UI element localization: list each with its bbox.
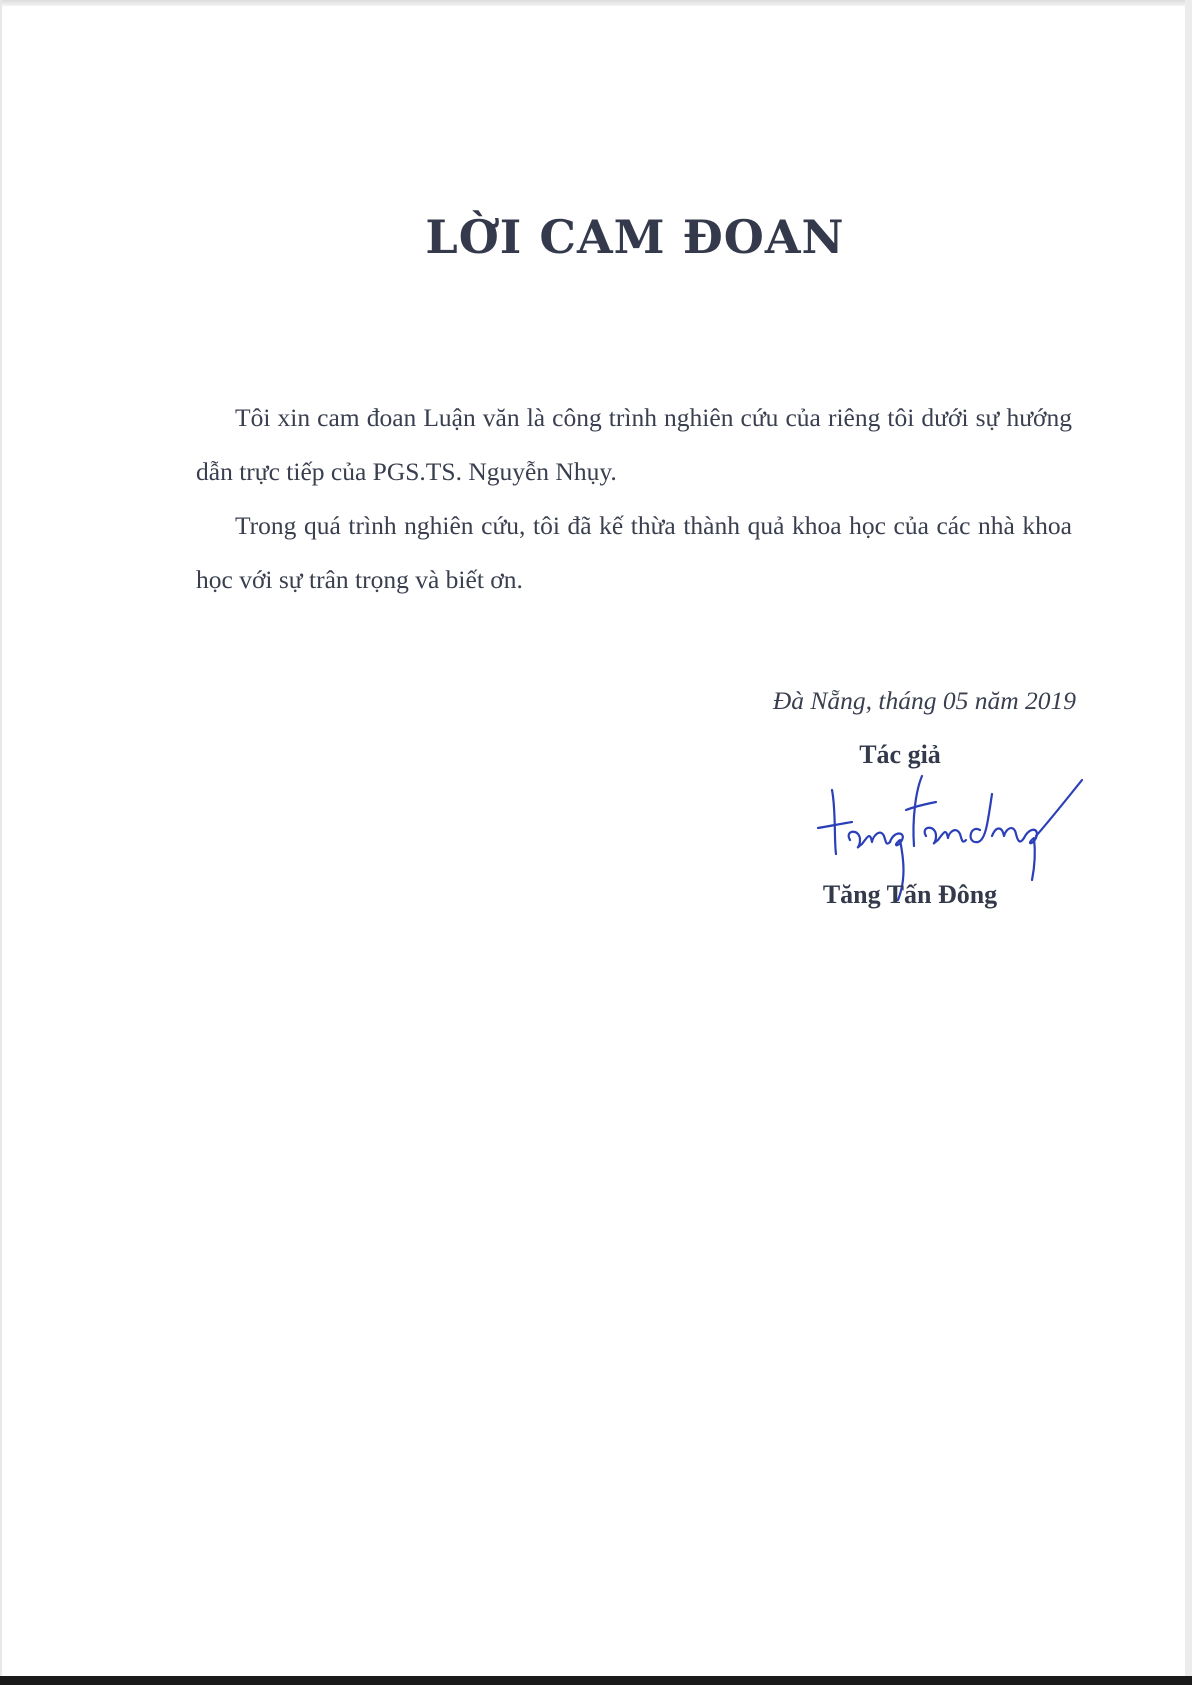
page-title: LỜI CAM ĐOAN xyxy=(425,210,845,264)
declaration-paragraph-2: Trong quá trình nghiên cứu, tôi đã kế thừa thành quả khoa học của các nhà khoa học với sự trân trọng và biết ơn. xyxy=(196,511,1072,594)
declaration-paragraph-1: Tôi xin cam đoan Luận văn là công trình nghiên cứu của riêng tôi dưới sự hướng dẫn trực tiếp của PGS.TS. Nguyễn Nhụy. xyxy=(196,403,1072,486)
scan-edge-top xyxy=(0,0,1192,6)
author-name: Tăng Tấn Đông xyxy=(822,880,998,909)
scan-edge-bottom xyxy=(0,1676,1192,1685)
place-date: Đà Nẵng, tháng 05 năm 2019 xyxy=(772,686,1076,715)
author-label: Tác giả xyxy=(859,740,941,769)
